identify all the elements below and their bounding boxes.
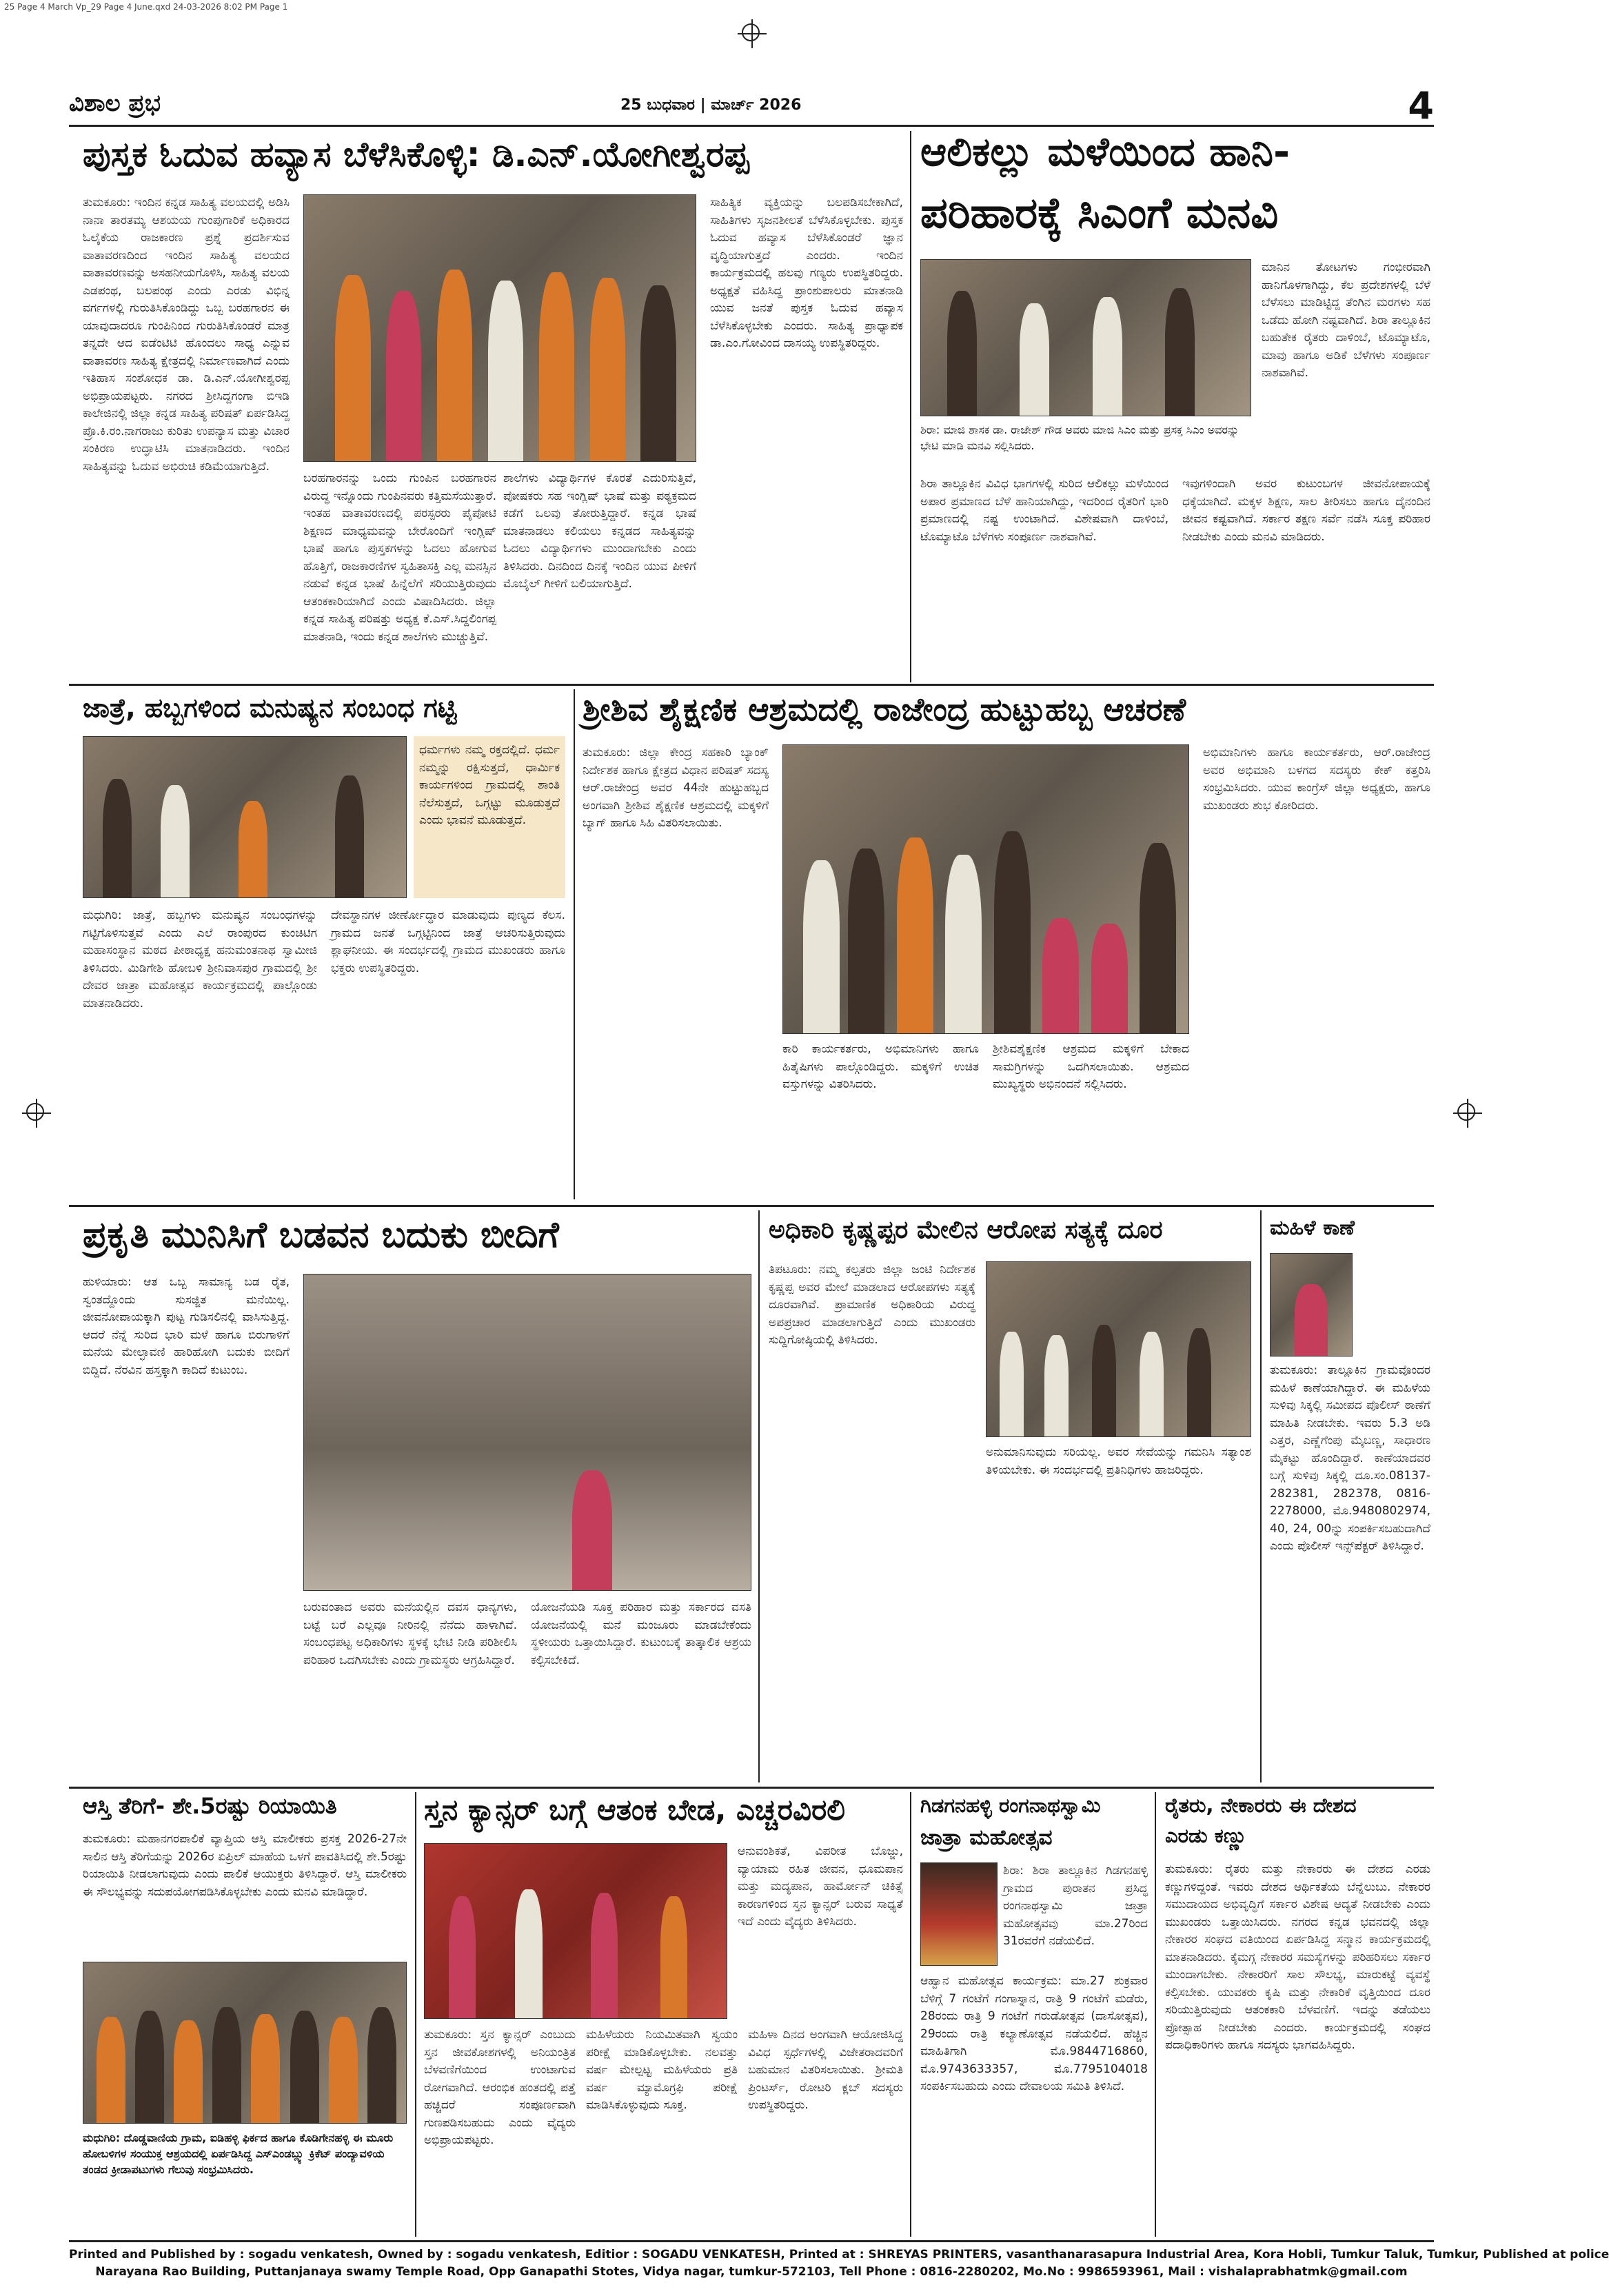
article-5-column-3: ಯೋಜನೆಯಡಿ ಸೂಕ್ತ ಪರಿಹಾರ ಮತ್ತು ಸರ್ಕಾರದ ವಸತಿ ಯೋಜನೆಯಲ್ಲಿ ಮನೆ ಮಂಜೂರು ಮಾಡಬೇಕೆಂದು ಸ್ಥಳೀಯರು ಒತ್ತಾಯಿಸಿದ್ದಾರೆ. ಕುಟುಂಬಕ್ಕೆ ತಾತ್ಕಾಲಿಕ ಆಶ್ರಯ ಕಲ್ಪಿಸಬೇಕಿದೆ. — [531, 1601, 751, 1667]
article-4-column-5: ಅಭಿಮಾನಿಗಳು ಹಾಗೂ ಕಾರ್ಯಕರ್ತರು, ಆರ್.ರಾಜೇಂದ್ರ ಅವರ ಅಭಿಮಾನಿ ಬಳಗದ ಸದಸ್ಯರು ಕೇಕ್ ಕತ್ತರಿಸಿ ಸಂಭ್ರಮಿಸಿದರು. ಯುವ ಕಾಂಗ್ರೆಸ್ ಜಿಲ್ಲಾ ಅಧ್ಯಕ್ಷರು, ಹಾಗೂ ಮುಖಂಡರು ಶುಭ ಕೋರಿದರು. — [1203, 746, 1430, 813]
column-rule — [1260, 1210, 1262, 1782]
registration-mark-left — [26, 1103, 44, 1121]
article-2-headline-line-2: ಪರಿಹಾರಕ್ಕೆ ಸಿಎಂಗೆ ಮನವಿ — [920, 187, 1279, 238]
article-7-body: ತುಮಕೂರು: ತಾಲ್ಲೂಕಿನ ಗ್ರಾಮವೊಂದರ ಮಹಿಳೆ ಕಾಣೆಯಾಗಿದ್ದಾರೆ. ಈ ಮಹಿಳೆಯ ಸುಳಿವು ಸಿಕ್ಕಲ್ಲಿ ಸಮೀಪದ ಪೊಲೀಸ್ ಠಾಣೆಗೆ ಮಾಹಿತಿ ನೀಡಬೇಕು. ಇವರು 5.3 ಅಡಿ ಎತ್ತರ, ಎಣ್ಣೆಗೆಂಪು ಮೈಬಣ್ಣ, ಸಾಧಾರಣ ಮೈಕಟ್ಟು ಹೊಂದಿದ್ದಾರೆ. ಕಾಣೆಯಾದವರ ಬಗ್ಗೆ ಸುಳಿವು ಸಿಕ್ಕಲ್ಲಿ ದೂ.ಸಂ.08137-282381, 282378, 0816-2278000, ಮೊ.9480802974, 40, 24, 00ನ್ನು ಸಂಪರ್ಕಿಸಬಹುದಾಗಿದೆ ಎಂದು ಪೊಲೀಸ್ ಇನ್ಸ್‌ಪೆಕ್ಟರ್ ತಿಳಿಸಿದ್ದಾರೆ. — [1270, 1363, 1430, 1553]
article-6-headline: ಅಧಿಕಾರಿ ಕೃಷ್ಣಪ್ಪರ ಮೇಲಿನ ಆರೋಪ ಸತ್ಯಕ್ಕೆ ದೂರ — [769, 1216, 1163, 1244]
article-11-headline-line-1: ರೈತರು, ನೇಕಾರರು ಈ ದೇಶದ — [1165, 1794, 1357, 1817]
article-4-column-3: ಕಾರಿ ಕಾರ್ಯಕರ್ತರು, ಅಭಿಮಾನಿಗಳು ಹಾಗೂ ಹಿತೈಷಿಗಳು ಪಾಲ್ಗೊಂಡಿದ್ದರು. ಮಕ್ಕಳಿಗೆ ಉಚಿತ ವಸ್ತುಗಳನ್ನು ವಿತರಿಸಿದರು. — [782, 1042, 979, 1091]
article-10-headline-line-1: ಗಿಡಗನಹಳ್ಳಿ ರಂಗನಾಥಸ್ವಾಮಿ — [920, 1794, 1101, 1817]
article-10-headline-line-2: ಜಾತ್ರಾ ಮಹೋತ್ಸವ — [920, 1825, 1053, 1850]
imprint-line-1: Printed and Published by : sogadu venkatesh, Owned by : sogadu venkatesh, Editior : SOGADU VENKATESH, Printed at : SHREYAS PRINTERS, vasanthanarasapura Industrial Area, Kora Hobli, Tumkur Taluk, Tumkur, Published at police — [69, 2248, 1609, 2262]
article-5-column-2: ಬರುವಂತಾದ ಅವರು ಮನೆಯಲ್ಲಿನ ದವಸ ಧಾನ್ಯಗಳು, ಬಟ್ಟೆ ಬರೆ ಎಲ್ಲವೂ ನೀರಿನಲ್ಲಿ ನೆನೆದು ಹಾಳಾಗಿವೆ. ಸಂಬಂಧಪಟ್ಟ ಅಧಿಕಾರಿಗಳು ಸ್ಥಳಕ್ಕೆ ಭೇಟಿ ನೀಡಿ ಪರಿಶೀಲಿಸಿ ಪರಿಹಾರ ಒದಗಿಸಬೇಕು ಎಂದು ಗ್ರಾಮಸ್ಥರು ಆಗ್ರಹಿಸಿದ್ದಾರೆ. — [303, 1601, 517, 1667]
masthead — [69, 84, 1434, 128]
article-5-column-1: ಹುಳಿಯಾರು: ಆತ ಒಬ್ಬ ಸಾಮಾನ್ಯ ಬಡ ರೈತ, ಸ್ವಂತದ್ದೊಂದು ಸುಸಜ್ಜಿತ ಮನೆಯಿಲ್ಲ. ಜೀವನೋಪಾಯಕ್ಕಾಗಿ ಪುಟ್ಟ ಗುಡಿಸಲಿನಲ್ಲಿ ವಾಸಿಸುತ್ತಿದ್ದ. ಆದರೆ ನೆನ್ನೆ ಸುರಿದ ಭಾರಿ ಮಳೆ ಹಾಗೂ ಬಿರುಗಾಳಿಗೆ ಮನೆಯ ಮೇಲ್ಛಾವಣಿ ಹಾರಿಹೋಗಿ ಬದುಕು ಬೀದಿಗೆ ಬಿದ್ದಿದೆ. ನೆರವಿನ ಹಸ್ತಕ್ಕಾಗಿ ಕಾದಿದೆ ಕುಟುಂಬ. — [83, 1275, 290, 1377]
newspaper-logo: ವಿಶಾಲ ಪ್ರಭ — [69, 90, 161, 117]
article-1-photo — [303, 194, 696, 462]
article-10-side: ಶಿರಾ: ಶಿರಾ ತಾಲ್ಲೂಕಿನ ಗಿಡಗನಹಳ್ಳಿ ಗ್ರಾಮದ ಪುರಾತನ ಪ್ರಸಿದ್ಧ ರಂಗನಾಥಸ್ವಾಮಿ ಜಾತ್ರಾ ಮಹೋತ್ಸವವು ಮಾ.27ರಿಂದ 31ರವರೆಗೆ ನಡೆಯಲಿದೆ. — [1003, 1864, 1148, 1948]
page-number: 4 — [1408, 84, 1434, 128]
article-9-headline: ಸ್ತನ ಕ್ಯಾನ್ಸರ್ ಬಗ್ಗೆ ಆತಂಕ ಬೇಡ, ಎಚ್ಚರವಿರಲಿ — [424, 1793, 846, 1827]
slug-line: 25 Page 4 March Vp_29 Page 4 June.qxd 24-03-2026 8:02 PM Page 1 — [4, 2, 288, 12]
article-2-photo — [920, 259, 1251, 416]
article-3-column-2: ದೇವಸ್ಥಾನಗಳ ಜೀರ್ಣೋದ್ಧಾರ ಮಾಡುವುದು ಪುಣ್ಯದ ಕೆಲಸ. ಗ್ರಾಮದ ಜನತೆ ಒಗ್ಗಟ್ಟಿನಿಂದ ಜಾತ್ರೆ ಆಚರಿಸುತ್ತಿರುವುದು ಶ್ಲಾಘನೀಯ. ಈ ಸಂದರ್ಭದಲ್ಲಿ ಗ್ರಾಮದ ಮುಖಂಡರು ಹಾಗೂ ಭಕ್ತರು ಉಪಸ್ಥಿತರಿದ್ದರು. — [331, 908, 565, 975]
registration-mark-right — [1457, 1103, 1475, 1121]
article-5-photo — [303, 1274, 751, 1591]
article-3-column-1: ಮಧುಗಿರಿ: ಜಾತ್ರೆ, ಹಬ್ಬಗಳು ಮನುಷ್ಯನ ಸಂಬಂಧಗಳನ್ನು ಗಟ್ಟಿಗೊಳಿಸುತ್ತವೆ ಎಂದು ಎಲೆ ರಾಂಪುರದ ಕುಂಚಿಟಿಗ ಮಹಾಸಂಸ್ಥಾನ ಮಠದ ಪೀಠಾಧ್ಯಕ್ಷ ಹನುಮಂತನಾಥ ಸ್ವಾಮೀಜಿ ತಿಳಿಸಿದರು. ಮಿಡಿಗೇಶಿ ಹೋಬಳಿ ಶ್ರೀನಿವಾಸಪುರ ಗ್ರಾಮದಲ್ಲಿ ಶ್ರೀ ದೇವರ ಜಾತ್ರಾ ಮಹೋತ್ಸವ ಕಾರ್ಯಕ್ರಮದಲ್ಲಿ ಪಾಲ್ಗೊಂಡು ಮಾತನಾಡಿದರು. — [83, 908, 317, 1010]
article-11-body: ತುಮಕೂರು: ರೈತರು ಮತ್ತು ನೇಕಾರರು ಈ ದೇಶದ ಎರಡು ಕಣ್ಣುಗಳಿದ್ದಂತೆ. ಇವರು ದೇಶದ ಆರ್ಥಿಕತೆಯ ಬೆನ್ನೆಲುಬು. ನೇಕಾರರ ಸಮುದಾಯದ ಅಭಿವೃದ್ಧಿಗೆ ಸರ್ಕಾರ ವಿಶೇಷ ಆದ್ಯತೆ ನೀಡಬೇಕು ಎಂದು ಮುಖಂಡರು ಒತ್ತಾಯಿಸಿದರು. ನಗರದ ಕನ್ನಡ ಭವನದಲ್ಲಿ ಜಿಲ್ಲಾ ನೇಕಾರರ ಸಂಘದ ವತಿಯಿಂದ ಏರ್ಪಡಿಸಿದ್ದ ಸನ್ಮಾನ ಕಾರ್ಯಕ್ರಮದಲ್ಲಿ ಮಾತನಾಡಿದರು. ಕೈಮಗ್ಗ ನೇಕಾರರ ಸಮಸ್ಯೆಗಳನ್ನು ಪರಿಹರಿಸಲು ಸರ್ಕಾರ ಮುಂದಾಗಬೇಕು. ನೇಕಾರರಿಗೆ ಸಾಲ ಸೌಲಭ್ಯ, ಮಾರುಕಟ್ಟೆ ವ್ಯವಸ್ಥೆ ಕಲ್ಪಿಸಬೇಕು. ಯುವಕರು ಕೃಷಿ ಮತ್ತು ನೇಕಾರಿಕೆ ವೃತ್ತಿಯಿಂದ ದೂರ ಸರಿಯುತ್ತಿರುವುದು ಆತಂಕಕಾರಿ ಬೆಳವಣಿಗೆ. ಇದನ್ನು ತಡೆಯಲು ಪ್ರೋತ್ಸಾಹ ನೀಡಬೇಕು ಎಂದರು. ಕಾರ್ಯಕ್ರಮದಲ್ಲಿ ಸಂಘದ ಪದಾಧಿಕಾರಿಗಳು ಹಾಗೂ ಸದಸ್ಯರು ಭಾಗವಹಿಸಿದ್ದರು. — [1165, 1862, 1430, 2052]
section-rule — [69, 1787, 1434, 1789]
column-rule — [910, 1792, 911, 2237]
article-3-headline: ಜಾತ್ರೆ, ಹಬ್ಬಗಳಿಂದ ಮನುಷ್ಯನ ಸಂಬಂಧ ಗಟ್ಟಿ — [83, 693, 457, 723]
article-10-body: ಆಹ್ವಾನ ಮಹೋತ್ಸವ ಕಾರ್ಯಕ್ರಮ: ಮಾ.27 ಶುಕ್ರವಾರ ಬೆಳಿಗ್ಗೆ 7 ಗಂಟೆಗೆ ಗಂಗಾಸ್ನಾನ, ರಾತ್ರಿ 9 ಗಂಟೆಗೆ ಮಡೆರು, 28ರಂದು ರಾತ್ರಿ 9 ಗಂಟೆಗೆ ಗರುಡೋತ್ಸವ (ದಾಸೋತ್ಸವ), 29ರಂದು ರಾತ್ರಿ ಕಲ್ಯಾಣೋತ್ಸವ ನಡೆಯಲಿದೆ. ಹೆಚ್ಚಿನ ಮಾಹಿತಿಗಾಗಿ ಮೊ.9844716860, ಮೊ.9743633357, ಮೊ.7795104018 ಸಂಪರ್ಕಿಸಬಹುದು ಎಂದು ದೇವಾಲಯ ಸಮಿತಿ ತಿಳಿಸಿದೆ. — [920, 1974, 1148, 2093]
imprint-line-2: Narayana Rao Building, Puttanjanaya swamy Temple Road, Opp Ganapathi Stotes, Vidya nagar, tumkur-572103, Tell Phone : 0816-2280202, Mo.No : 9986593961, Mail : vishalaprabhatmk@gmail.com — [95, 2264, 1408, 2279]
deity-photo — [920, 1862, 998, 1966]
article-5-headline: ಪ್ರಕೃತಿ ಮುನಿಸಿಗೆ ಬಡವನ ಬದುಕು ಬೀದಿಗೆ — [83, 1215, 559, 1256]
article-2-column-2: ಇವುಗಳಿಂದಾಗಿ ಅವರ ಕುಟುಂಬಗಳ ಜೀವನೋಪಾಯಕ್ಕೆ ಧಕ್ಕೆಯಾಗಿದೆ. ಮಕ್ಕಳ ಶಿಕ್ಷಣ, ಸಾಲ ತೀರಿಸಲು ಹಾಗೂ ದೈನಂದಿನ ಜೀವನ ಕಷ್ಟವಾಗಿದೆ. ಸರ್ಕಾರ ತಕ್ಷಣ ಸರ್ವೆ ನಡೆಸಿ ಸೂಕ್ತ ಪರಿಹಾರ ನೀಡಬೇಕು ಎಂದು ಮನವಿ ಮಾಡಿದರು. — [1182, 477, 1430, 544]
section-rule — [69, 684, 1434, 686]
article-1-column-5: ಸಾಹಿತ್ಯಿಕ ವ್ಯಕ್ತಿಯನ್ನು ಬಲಪಡಿಸಬೇಕಾಗಿದೆ, ಸಾಹಿತಿಗಳು ಸೃಜನಶೀಲತೆ ಬೆಳೆಸಿಕೊಳ್ಳಬೇಕು. ಪುಸ್ತಕ ಓದುವ ಹವ್ಯಾಸ ಬೆಳೆಸಿಕೊಂಡರೆ ಜ್ಞಾನ ವೃದ್ಧಿಯಾಗುತ್ತದೆ ಎಂದರು. ಇಂದಿನ ಕಾರ್ಯಕ್ರಮದಲ್ಲಿ ಹಲವು ಗಣ್ಯರು ಉಪಸ್ಥಿತರಿದ್ದರು. ಅಧ್ಯಕ್ಷತೆ ವಹಿಸಿದ್ದ ಪ್ರಾಂಶುಪಾಲರು ಮಾತನಾಡಿ ಯುವ ಜನತೆ ಪುಸ್ತಕ ಓದುವ ಹವ್ಯಾಸ ಬೆಳೆಸಿಕೊಳ್ಳಬೇಕು ಎಂದರು. ಸಾಹಿತ್ಯ ಪ್ರಾಧ್ಯಾಪಕ ಡಾ.ಎಂ.ಗೋವಿಂದ ದಾಸಯ್ಯ ಉಪಸ್ಥಿತರಿದ್ದರು. — [710, 196, 903, 350]
article-9-column-2: ಮಹಿಳೆಯರು ನಿಯಮಿತವಾಗಿ ಸ್ವಯಂ ಪರೀಕ್ಷೆ ಮಾಡಿಕೊಳ್ಳಬೇಕು. ನಲವತ್ತು ವರ್ಷ ಮೇಲ್ಪಟ್ಟ ಮಹಿಳೆಯರು ಪ್ರತಿ ವರ್ಷ ಮ್ಯಾಮೊಗ್ರಫಿ ಪರೀಕ್ಷೆ ಮಾಡಿಸಿಕೊಳ್ಳುವುದು ಸೂಕ್ತ. — [586, 2028, 738, 2112]
article-3-photo — [83, 736, 407, 898]
section-rule — [69, 1205, 1434, 1207]
article-3-highlight-box: ಧರ್ಮಗಳು ನಮ್ಮ ರಕ್ತದಲ್ಲಿದೆ. ಧರ್ಮ ನಮ್ಮನ್ನು ರಕ್ಷಿಸುತ್ತದೆ, ಧಾರ್ಮಿಕ ಕಾರ್ಯಗಳಿಂದ ಗ್ರಾಮದಲ್ಲಿ ಶಾಂತಿ ನೆಲೆಸುತ್ತದೆ, ಒಗ್ಗಟ್ಟು ಮೂಡುತ್ತದೆ ಎಂದು ಭಾವನೆ ಮೂಡುತ್ತದೆ. — [414, 736, 565, 898]
article-2-headline-line-1: ಆಲಿಕಲ್ಲು ಮಳೆಯಿಂದ ಹಾನಿ- — [920, 128, 1291, 175]
article-2-side-column: ಮಾನಿನ ತೋಟಗಳು ಗಂಭೀರವಾಗಿ ಹಾನಿಗೊಳಗಾಗಿದ್ದು, ಕೆಲ ಪ್ರದೇಶಗಳಲ್ಲಿ ಬೆಳೆ ಬೆಳೆಸಲು ಮಾಡಿಟ್ಟಿದ್ದ ತೆಂಗಿನ ಮರಗಳು ಸಹ ಒಡೆದು ಹೋಗಿ ನಷ್ಟವಾಗಿದೆ. ಶಿರಾ ತಾಲ್ಲೂಕಿನ ಬಹುತೇಕ ರೈತರು ದಾಳಿಂಬೆ, ಟೊಮ್ಯಾಟೊ, ಮಾವು ಹಾಗೂ ಅಡಿಕೆ ಬೆಳೆಗಳು ಸಂಪೂರ್ಣ ನಾಶವಾಗಿವೆ. — [1262, 261, 1430, 380]
article-8-body: ತುಮಕೂರು: ಮಹಾನಗರಪಾಲಿಕೆ ವ್ಯಾಪ್ತಿಯ ಆಸ್ತಿ ಮಾಲೀಕರು ಪ್ರಸಕ್ತ 2026-27ನೇ ಸಾಲಿನ ಆಸ್ತಿ ತೆರಿಗೆಯನ್ನು 2026ರ ಏಪ್ರಿಲ್ ಮಾಹೆಯ ಒಳಗೆ ಪಾವತಿಸಿದಲ್ಲಿ ಶೇ.5ರಷ್ಟು ರಿಯಾಯಿತಿ ನೀಡಲಾಗುವುದು ಎಂದು ಪಾಲಿಕೆ ಆಯುಕ್ತರು ತಿಳಿಸಿದ್ದಾರೆ. ಆಸ್ತಿ ಮಾಲೀಕರು ಈ ಸೌಲಭ್ಯವನ್ನು ಸದುಪಯೋಗಪಡಿಸಿಕೊಳ್ಳಬೇಕು ಎಂದು ಮನವಿ ಮಾಡಿದ್ದಾರೆ. — [83, 1832, 407, 1899]
article-7-headline: ಮಹಿಳೆ ಕಾಣೆ — [1270, 1216, 1355, 1240]
article-9-side-column: ಆನುವಂಶಿಕತೆ, ವಿಪರೀತ ಬೊಜ್ಜು, ವ್ಯಾಯಾಮ ರಹಿತ ಜೀವನ, ಧೂಮಪಾನ ಮತ್ತು ಮದ್ಯಪಾನ, ಹಾರ್ಮೋನ್ ಚಿಕಿತ್ಸೆ ಕಾರಣಗಳಿಂದ ಸ್ತನ ಕ್ಯಾನ್ಸರ್ ಬರುವ ಸಾಧ್ಯತೆ ಇದೆ ಎಂದು ವೈದ್ಯರು ತಿಳಿಸಿದರು. — [738, 1845, 903, 1929]
column-rule — [574, 689, 575, 1199]
article-9-column-1: ತುಮಕೂರು: ಸ್ತನ ಕ್ಯಾನ್ಸರ್ ಎಂಬುದು ಸ್ತನ ಜೀವಕೋಶಗಳಲ್ಲಿ ಅನಿಯಂತ್ರಿತ ಬೆಳವಣಿಗೆಯಿಂದ ಉಂಟಾಗುವ ರೋಗವಾಗಿದೆ. ಆರಂಭಿಕ ಹಂತದಲ್ಲಿ ಪತ್ತೆ ಹಚ್ಚಿದರೆ ಸಂಪೂರ್ಣವಾಗಿ ಗುಣಪಡಿಸಬಹುದು ಎಂದು ವೈದ್ಯರು ಅಭಿಪ್ರಾಯಪಟ್ಟರು. — [424, 2028, 576, 2147]
article-1-headline: ಪುಸ್ತಕ ಓದುವ ಹವ್ಯಾಸ ಬೆಳೆಸಿಕೊಳ್ಳಿ: ಡಿ.ಎನ್.ಯೋಗೀಶ್ವರಪ್ಪ — [83, 134, 749, 174]
registration-mark-top — [742, 23, 760, 41]
missing-woman-photo — [1270, 1253, 1353, 1357]
article-6-column-1: ತಿಪಟೂರು: ನಮ್ಮ ಕಲ್ಪತರು ಜಿಲ್ಲಾ ಜಂಟಿ ನಿರ್ದೇಶಕ ಕೃಷ್ಣಪ್ಪ ಅವರ ಮೇಲೆ ಮಾಡಲಾದ ಆರೋಪಗಳು ಸತ್ಯಕ್ಕೆ ದೂರವಾಗಿವೆ. ಪ್ರಾಮಾಣಿಕ ಅಧಿಕಾರಿಯ ವಿರುದ್ಧ ಅಪಪ್ರಚಾರ ಮಾಡಲಾಗುತ್ತಿದೆ ಎಂದು ಮುಖಂಡರು ಸುದ್ದಿಗೋಷ್ಠಿಯಲ್ಲಿ ತಿಳಿಸಿದರು. — [769, 1263, 975, 1347]
article-1-column-1: ತುಮಕೂರು: ಇಂದಿನ ಕನ್ನಡ ಸಾಹಿತ್ಯ ವಲಯದಲ್ಲಿ ಅಡಿಸಿ ನಾನಾ ತಾರತಮ್ಯ ಆಶಯಯ ಗುಂಪುಗಾರಿಕೆ ಅಧಿಕಾರದ ಓಲೈಕೆಯ ರಾಜಕಾರಣ ಪ್ರಶ್ನೆ ಪ್ರದರ್ಶಿಸುವ ವಾತಾವರಣದಿಂದ ಇಂದಿನ ಸಾಹಿತ್ಯ ವಲಯದ ವಾತಾವರಣವನ್ನು ಅಸಹನೀಯಗೊಳಿಸಿ, ಸಾಹಿತ್ಯ ವಲಯ ಎಡಪಂಥ, ಬಲಪಂಥ ಎಂದು ಎರಡು ವಿಭಿನ್ನ ವರ್ಗಗಳಲ್ಲಿ ಗುರುತಿಸಿಕೊಂಡಿದ್ದು ಒಬ್ಬ ಬರಹಗಾರನ ಈ ಯಾವುದಾದರೂ ಗುಂಪಿನಿಂದ ಗುರುತಿಸಿಕೊಂಡರೆ ಮಾತ್ರ ತನ್ನದೇ ಆದ ಐಡೆಂಟಿಟಿ ಹೊಂದಲು ಸಾಧ್ಯ ಎನ್ನುವ ವಾತಾವರಣ ಸಾಹಿತ್ಯ ಕ್ಷೇತ್ರದಲ್ಲಿ ನಿರ್ಮಾಣವಾಗಿದೆ ಎಂದು ಇತಿಹಾಸ ಸಂಶೋಧಕ ಡಾ. ಡಿ.ಎನ್.ಯೋಗೀಶ್ವರಪ್ಪ ಅಭಿಪ್ರಾಯಪಟ್ಟರು. ನಗರದ ಶ್ರೀಸಿದ್ದಗಂಗಾ ಬಿಇಡಿ ಕಾಲೇಜಿನಲ್ಲಿ ಜಿಲ್ಲಾ ಕನ್ನಡ ಸಾಹಿತ್ಯ ಪರಿಷತ್ ಏರ್ಪಡಿಸಿದ್ದ ಪ್ರೊ.ಕಿ.ರಂ.ನಾಗರಾಜು ಕುರಿತು ಉಪನ್ಯಾಸ ಮತ್ತು ವಿಚಾರ ಸಂಕಿರಣ ಉದ್ಘಾಟಿಸಿ ಮಾತನಾಡಿದರು. ಇಂದಿನ ಸಾಹಿತ್ಯವನ್ನು ಓದುವ ಅಭಿರುಚಿ ಕಡಿಮೆಯಾಗುತ್ತಿದೆ. — [83, 196, 290, 474]
article-4-column-1: ತುಮಕೂರು: ಜಿಲ್ಲಾ ಕೇಂದ್ರ ಸಹಕಾರಿ ಬ್ಯಾಂಕ್ ನಿರ್ದೇಶಕ ಹಾಗೂ ಕ್ಷೇತ್ರದ ವಿಧಾನ ಪರಿಷತ್ ಸದಸ್ಯ ಆರ್.ರಾಜೇಂದ್ರ ಅವರ 44ನೇ ಹುಟ್ಟುಹಬ್ಬದ ಅಂಗವಾಗಿ ಶ್ರೀಶಿವ ಶೈಕ್ಷಣಿಕ ಆಶ್ರಮದಲ್ಲಿ ಮಕ್ಕಳಿಗೆ ಬ್ಯಾಗ್ ಹಾಗೂ ಸಿಹಿ ವಿತರಿಸಲಾಯಿತು. — [583, 746, 769, 830]
article-6-column-2: ಅನುಮಾನಿಸುವುದು ಸರಿಯಲ್ಲ. ಅವರ ಸೇವೆಯನ್ನು ಗಮನಿಸಿ ಸತ್ಯಾಂಶ ತಿಳಿಯಬೇಕು. ಈ ಸಂದರ್ಭದಲ್ಲಿ ಪ್ರತಿನಿಧಿಗಳು ಹಾಜರಿದ್ದರು. — [986, 1445, 1251, 1477]
article-1-column-4: ಶಾಲೆಗಳು ವಿದ್ಯಾರ್ಥಿಗಳ ಕೊರತೆ ಎದುರಿಸುತ್ತಿವೆ, ಪೋಷಕರು ಸಹ ಇಂಗ್ಲಿಷ್ ಭಾಷೆ ಮತ್ತು ಪಠ್ಯಕ್ರಮದ ಕಡೆಗೆ ಒಲವು ತೋರುತ್ತಿದ್ದಾರೆ. ಕನ್ನಡ ಭಾಷೆ ಮಾತನಾಡಲು ಕಲಿಯಲು ಕನ್ನಡದ ಸಾಹಿತ್ಯವನ್ನು ಓದಲು ವಿದ್ಯಾರ್ಥಿಗಳು ಮುಂದಾಗಬೇಕು ಎಂದು ತಿಳಿಸಿದರು. ದಿನದಿಂದ ದಿನಕ್ಕೆ ಇಂದಿನ ಯುವ ಪೀಳಿಗೆ ಮೊಬೈಲ್ ಗೀಳಿಗೆ ಬಲಿಯಾಗುತ್ತಿದೆ. — [503, 471, 696, 591]
article-4-column-4: ಶ್ರೀಶಿವಶೈಕ್ಷಣಿಕ ಆಶ್ರಮದ ಮಕ್ಕಳಿಗೆ ಬೇಕಾದ ಸಾಮಗ್ರಿಗಳನ್ನು ಒದಗಿಸಲಾಯಿತು. ಆಶ್ರಮದ ಮುಖ್ಯಸ್ಥರು ಅಭಿನಂದನೆ ಸಲ್ಲಿಸಿದರು. — [993, 1042, 1189, 1091]
article-2-column-1: ಶಿರಾ ತಾಲ್ಲೂಕಿನ ವಿವಿಧ ಭಾಗಗಳಲ್ಲಿ ಸುರಿದ ಆಲಿಕಲ್ಲು ಮಳೆಯಿಂದ ಅಪಾರ ಪ್ರಮಾಣದ ಬೆಳೆ ಹಾನಿಯಾಗಿದ್ದು, ಇದರಿಂದ ರೈತರಿಗೆ ಭಾರಿ ಪ್ರಮಾಣದಲ್ಲಿ ನಷ್ಟ ಉಂಟಾಗಿದೆ. ವಿಶೇಷವಾಗಿ ದಾಳಿಂಬೆ, ಟೊಮ್ಯಾಟೊ ಬೆಳೆಗಳು ಸಂಪೂರ್ಣ ನಾಶವಾಗಿವೆ. — [920, 477, 1168, 544]
column-rule — [1155, 1792, 1156, 2237]
article-1-column-3: ಬರಹಗಾರನನ್ನು ಒಂದು ಗುಂಪಿನ ಬರಹಗಾರನ ವಿರುದ್ಧ ಇನ್ನೊಂದು ಗುಂಪಿನವರು ಕತ್ತಿಮಸೆಯುತ್ತಾರೆ. ಇಂತಹ ವಾತಾವರಣದಲ್ಲಿ ಪರಸ್ಪರರು ಪೈಪೋಟಿ ಶಿಕ್ಷಣದ ಮಾಧ್ಯಮವನ್ನು ಬೇರೊಂದಿಗೆ ಇಂಗ್ಲಿಷ್ ಭಾಷೆ ಹಾಗೂ ಪುಸ್ತಕಗಳನ್ನು ಓದಲು ಹೋಗುವ ಹೊತ್ತಿಗೆ, ರಾಜಕಾರಣಿಗಳ ಸ್ವಹಿತಾಸಕ್ತಿ ಎಲ್ಲ ಮನಸ್ಸಿನ ನಡುವೆ ಕನ್ನಡ ಭಾಷೆ ಹಿನ್ನೆಲೆಗೆ ಸರಿಯುತ್ತಿರುವುದು ಆತಂಕಕಾರಿಯಾಗಿದೆ ಎಂದು ವಿಷಾದಿಸಿದರು. ಜಿಲ್ಲಾ ಕನ್ನಡ ಸಾಹಿತ್ಯ ಪರಿಷತ್ತು ಅಧ್ಯಕ್ಷ ಕೆ.ಎಸ್.ಸಿದ್ದಲಿಂಗಪ್ಪ ಮಾತನಾಡಿ, ಇಂದು ಕನ್ನಡ ಶಾಲೆಗಳು ಮುಚ್ಚುತ್ತಿವೆ. — [303, 471, 496, 644]
article-9-column-3: ಮಹಿಳಾ ದಿನದ ಅಂಗವಾಗಿ ಆಯೋಜಿಸಿದ್ದ ವಿವಿಧ ಸ್ಪರ್ಧೆಗಳಲ್ಲಿ ವಿಜೇತರಾದವರಿಗೆ ಬಹುಮಾನ ವಿತರಿಸಲಾಯಿತು. ಶ್ರೀಮತಿ ಪ್ರಿಂಟರ್ಸ್, ರೋಟರಿ ಕ್ಲಬ್ ಸದಸ್ಯರು ಉಪಸ್ಥಿತರಿದ್ದರು. — [748, 2028, 903, 2112]
dateline: 25 ಬುಧವಾರ | ಮಾರ್ಚ್ 2026 — [620, 96, 802, 114]
imprint-footer — [69, 2240, 1609, 2288]
article-6-photo — [986, 1261, 1251, 1437]
article-4-photo — [782, 744, 1189, 1034]
column-rule — [415, 1792, 416, 2237]
breast-cancer-event-photo — [424, 1843, 727, 2019]
column-rule — [758, 1210, 760, 1782]
article-8-caption: ಮಧುಗಿರಿ: ದೊಡ್ಡವಾಣಿಯ ಗ್ರಾಮ, ಐಡಿಹಳ್ಳಿ ಫಿರ್ಕದ ಹಾಗೂ ಕೊಡಿಗೇನಹಳ್ಳಿ ಈ ಮೂರು ಹೋಬಳಿಗಳ ಸಂಯುಕ್ತ ಆಶ್ರಯದಲ್ಲಿ ಏರ್ಪಡಿಸಿದ್ದ ಎಸ್ಎಂಡಬ್ಲ್ಯು ಕ್ರಿಕೆಟ್ ಪಂದ್ಯಾವಳಿಯ ತಂಡದ ಕ್ರೀಡಾಪಟುಗಳು ಗೆಲುವು ಸಂಭ್ರಮಿಸಿದರು. — [83, 2131, 394, 2177]
article-8-headline: ಆಸ್ತಿ ತೆರಿಗೆ- ಶೇ.5ರಷ್ಟು ರಿಯಾಯಿತಿ — [83, 1793, 337, 1819]
article-11-headline-line-2: ಎರಡು ಕಣ್ಣು — [1165, 1824, 1247, 1847]
column-rule — [910, 131, 911, 682]
cricket-team-photo — [83, 1962, 407, 2124]
article-2-caption: ಶಿರಾ: ಮಾಜಿ ಶಾಸಕ ಡಾ. ರಾಜೇಶ್ ಗೌಡ ಅವರು ಮಾಜಿ ಸಿಎಂ ಮತ್ತು ಪ್ರಸಕ್ತ ಸಿಎಂ ಅವರನ್ನು ಭೇಟಿ ಮಾಡಿ ಮನವಿ ಸಲ್ಲಿಸಿದರು. — [920, 423, 1239, 453]
article-4-headline: ಶ್ರೀಶಿವ ಶೈಕ್ಷಣಿಕ ಆಶ್ರಮದಲ್ಲಿ ರಾಜೇಂದ್ರ ಹುಟ್ಟುಹಬ್ಬ ಆಚರಣೆ — [583, 691, 1186, 728]
